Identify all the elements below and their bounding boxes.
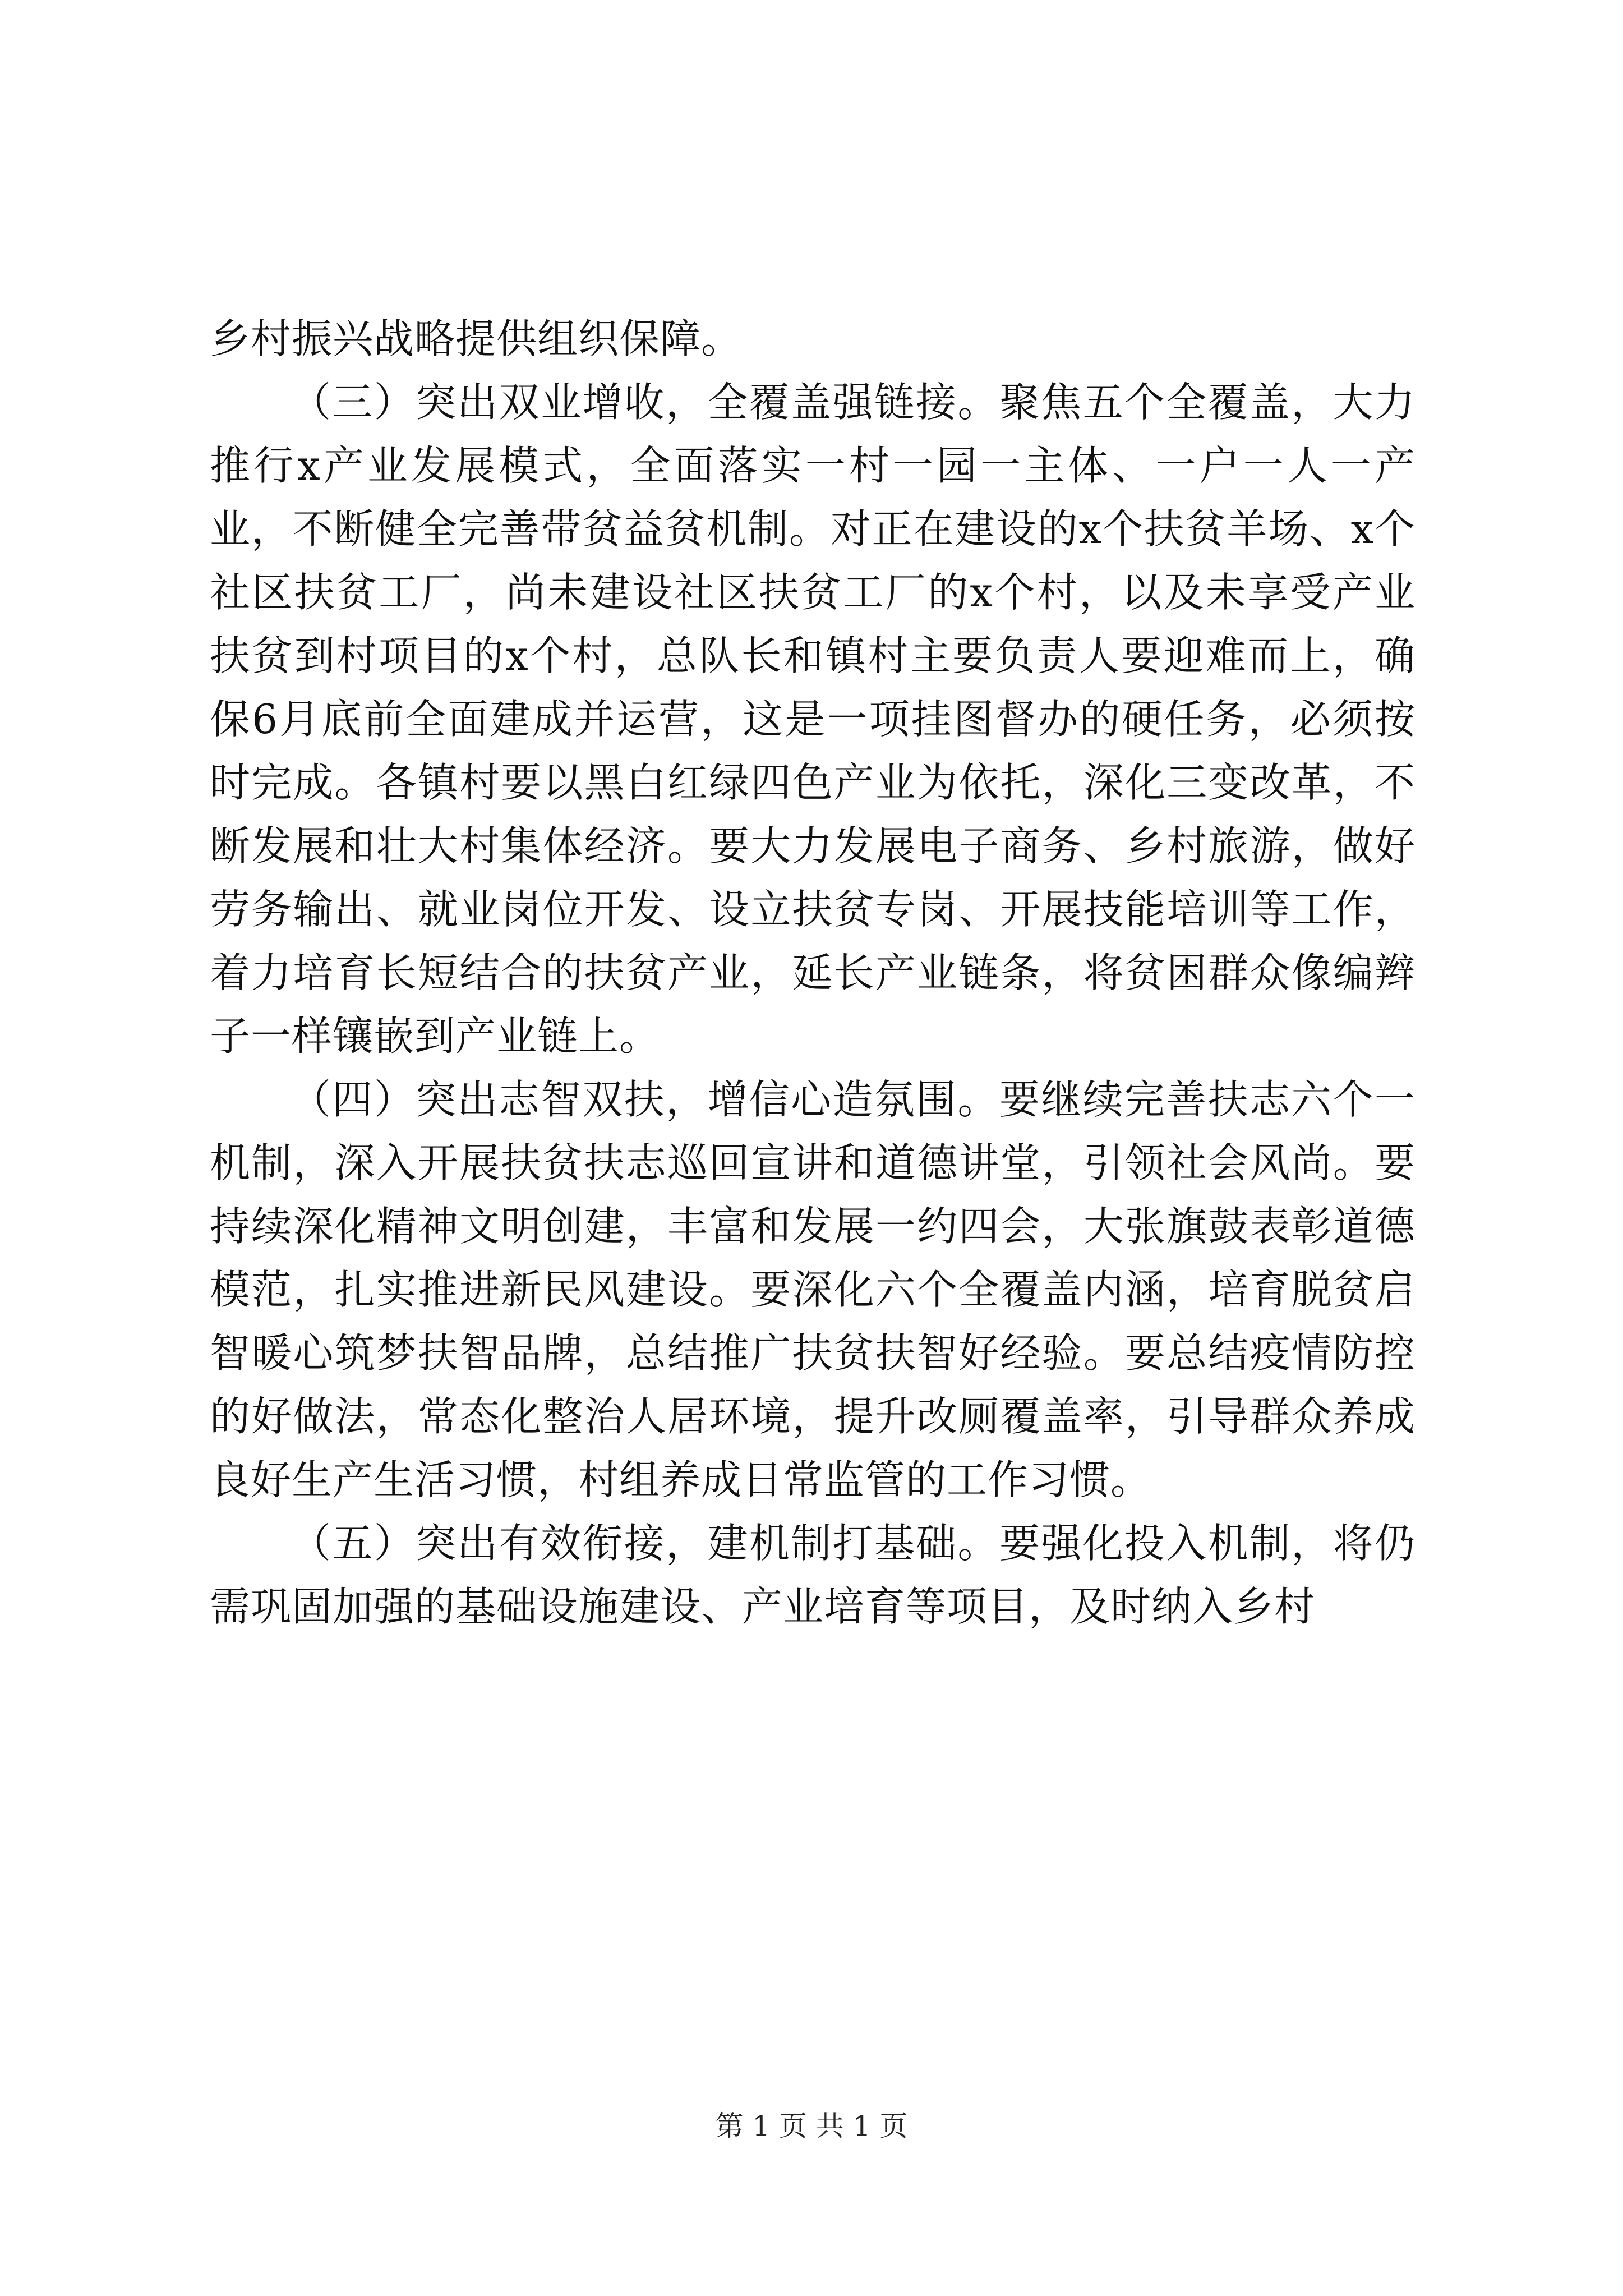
paragraph-section-5: （五）突出有效衔接，建机制打基础。要强化投入机制，将仍需巩固加强的基础设施建设、产业培育等项目，及时纳入乡村 [210,1520,1415,1630]
paragraph-section-4: （四）突出志智双扶，增信心造氛围。要继续完善扶志六个一机制，深入开展扶贫扶志巡回宣讲和道德讲堂，引领社会风尚。要持续深化精神文明创建，丰富和发展一约四会，大张旗鼓表彰道德模范，扎实推进新民风建设。要深化六个全覆盖内涵，培育脱贫启智暖心筑梦扶智品牌，总结推广扶贫扶智好经验。要总结疫情防控的好做法，常态化整治人居环境，提升改厕覆盖率，引导群众养成良好生产生活习惯，村组养成日常监管的工作习惯。 [210,1076,1415,1503]
page-footer: 第 1 页 共 1 页 [715,2110,908,2142]
body-text [210,307,1415,1639]
paragraph-section-3: （三）突出双业增收，全覆盖强链接。聚焦五个全覆盖，大力推行x产业发展模式，全面落实一村一园一主体、一户一人一产业，不断健全完善带贫益贫机制。对正在建设的x个扶贫羊场、x个社区扶贫工厂，尚未建设社区扶贫工厂的x个村，以及未享受产业扶贫到村项目的x个村，总队长和镇村主要负责人要迎难而上，确保6月底前全面建成并运营，这是一项挂图督办的硬任务，必须按时完成。各镇村要以黑白红绿四色产业为依托，深化三变改革，不断发展和壮大村集体经济。要大力发展电子商务、乡村旅游，做好劳务输出、就业岗位开发、设立扶贫专岗、开展技能培训等工作，着力培育长短结合的扶贫产业，延长产业链条，将贫困群众像编辫子一样镶嵌到产业链上。 [210,379,1415,1060]
paragraph-continuation: 乡村振兴战略提供组织保障。 [210,315,743,362]
